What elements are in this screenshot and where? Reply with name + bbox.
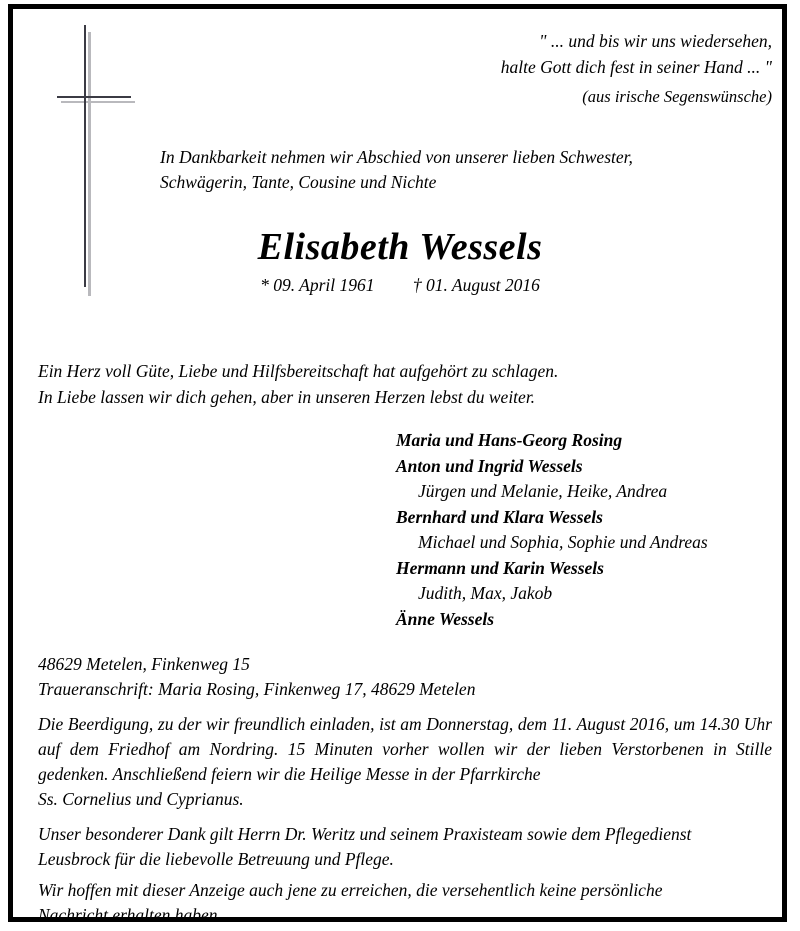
epigraph-attribution: (aus irische Segenswünsche) [582, 87, 772, 106]
verse-line-1: Ein Herz voll Güte, Liebe und Hilfsbereitschaft hat aufgehört zu schlagen. [38, 361, 559, 381]
memorial-verse [38, 358, 738, 410]
deceased-name: Elisabeth Wessels [257, 226, 543, 268]
cross-horizontal-shadow-line [61, 101, 135, 103]
epigraph-quote [380, 28, 772, 110]
family-children-line: Judith, Max, Jakob [418, 583, 553, 603]
thanks-main: Unser besonderer Dank gilt Herrn Dr. Weritz und seinem Praxisteam sowie dem Pflegedienst [38, 824, 692, 844]
condolence-address: Traueranschrift: Maria Rosing, Finkenweg 17, 48629 Metelen [38, 679, 476, 699]
address-block [38, 652, 738, 702]
family-parents-line: Hermann und Karin Wessels [396, 557, 604, 578]
closing-notice-main: Wir hoffen mit dieser Anzeige auch jene zu erreichen, die versehentlich keine persönliche [38, 880, 663, 900]
family-parents-line: Änne Wessels [396, 608, 495, 629]
epigraph-line-1: " ... und bis wir uns wiedersehen, [539, 31, 772, 51]
introduction-text [160, 145, 772, 195]
closing-notice-tail: Nachricht erhalten haben. [38, 905, 222, 925]
introduction-line-2: Schwägerin, Tante, Cousine und Nichte [160, 172, 437, 192]
thanks-tail: Leusbrock für die liebevolle Betreuung und Pflege. [38, 849, 394, 869]
deceased-name-block [0, 225, 800, 296]
cross-horizontal-line [57, 96, 131, 98]
epigraph-line-2: halte Gott dich fest in seiner Hand ... " [500, 57, 772, 77]
family-parents-line: Bernhard und Klara Wessels [396, 506, 603, 527]
family-children-line: Michael und Sophia, Sophie und Andreas [418, 532, 708, 552]
life-dates [0, 275, 800, 296]
thanks-paragraph [38, 822, 772, 872]
residence-address: 48629 Metelen, Finkenweg 15 [38, 654, 250, 674]
introduction-line-1: In Dankbarkeit nehmen wir Abschied von unserer lieben Schwester, [160, 147, 633, 167]
death-date: † 01. August 2016 [412, 275, 540, 295]
birth-date: * 09. April 1961 [260, 275, 375, 295]
bereaved-family-list [396, 428, 776, 632]
funeral-details-paragraph [38, 712, 772, 812]
verse-line-2: In Liebe lassen wir dich gehen, aber in unseren Herzen lebst du weiter. [38, 387, 536, 407]
funeral-details-main: Die Beerdigung, zu der wir freundlich einladen, ist am Donnerstag, dem 11. August 2016, um 14.30 Uhr auf dem Friedhof am Nordring. 15 Minuten vorher wollen wir der lieben Verstorbenen in Stille gedenken. Anschließend feiern wir die Heilige Messe in der Pfarrkirche [38, 714, 772, 784]
family-parents-line: Anton und Ingrid Wessels [396, 455, 583, 476]
funeral-details-tail: Ss. Cornelius und Cyprianus. [38, 789, 244, 809]
family-parents-line: Maria und Hans-Georg Rosing [396, 430, 623, 450]
family-children-line: Jürgen und Melanie, Heike, Andrea [418, 481, 668, 501]
closing-notice-paragraph [38, 878, 772, 928]
